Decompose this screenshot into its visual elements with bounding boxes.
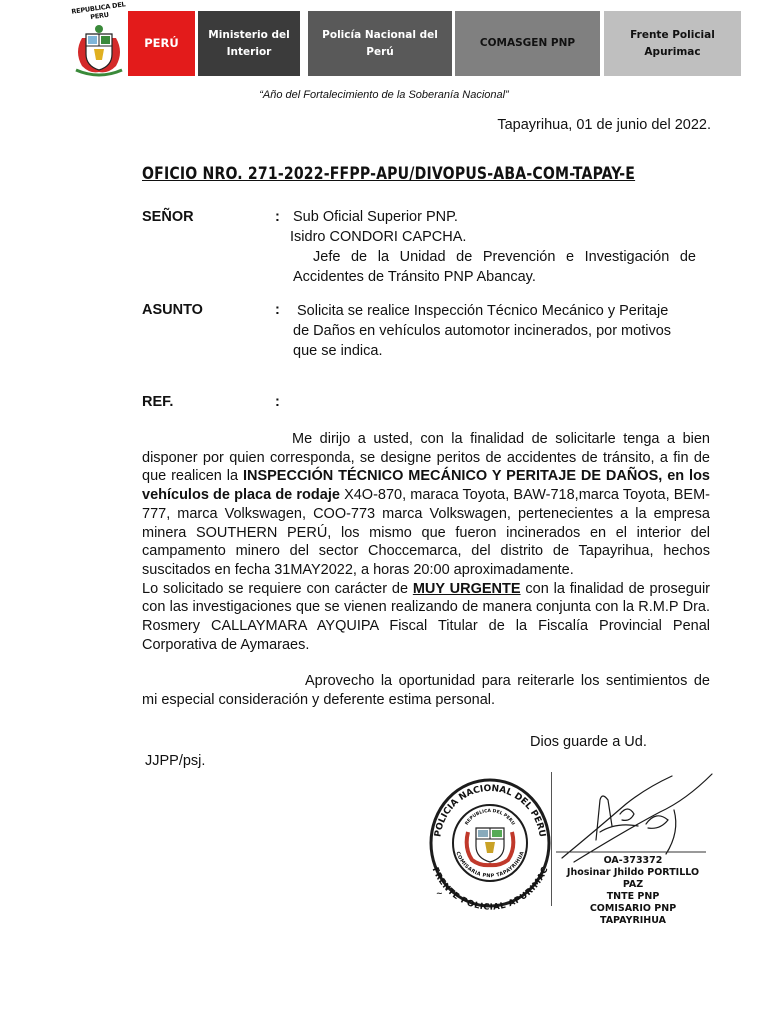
signature-cip: OA-373372 (603, 855, 663, 866)
shield-icon (78, 25, 120, 72)
logo-caption: REPUBLICA DEL PERU (70, 0, 126, 22)
body-paragraph-3: Aprovecho la oportunidad para reiterarle los sentimientos de mi especial consideración y deferente estima personal. (142, 673, 710, 709)
ref-label: REF. (142, 394, 174, 410)
svg-text:FRENTE POLICIAL APURIMAC (430, 866, 551, 910)
header-box-comasgen: COMASGEN PNP (455, 11, 600, 76)
stamp-outer-top: POLICIA NACIONAL DEL PERU (433, 783, 547, 838)
senor-label: SEÑOR (142, 209, 194, 225)
senor-line-1: Sub Oficial Superior PNP. (293, 209, 458, 225)
body-p2-text-b: con la finalidad de proseguir con las investigaciones que se vienen realizando de manera conjunta con la R.M.P Dra. Rosmery CALLAYMARA AYQUIPA Fiscal Titular de la Fiscalía Provincial Penal Corporativa de Aymaraes. (142, 580, 710, 653)
letter-body (142, 430, 710, 710)
body-p2-urgent: MUY URGENTE (412, 580, 521, 597)
body-paragraph-1 (142, 430, 710, 580)
asunto-label: ASUNTO (142, 302, 203, 318)
signature-post: COMISARIO PNP TAPAYRIHUA (589, 903, 677, 926)
signature-divider (551, 772, 552, 906)
body-p1-text-b: X4O-870, maraca Toyota, BAW-718,marca Toyota, BEM-777, marca Volkswagen, COO-773 marca Volkswagen, pertenecientes a la empresa minera SOUTHERN PERÚ, los mismo que fueron incinerados en el interior del campamento minero del sector Choccemarca, del distrito de Tapayrihua, hechos suscitados en fecha 31MAY2022, a horas 20:00 aproximadamente. (142, 487, 711, 578)
signature-name: Jhosinar Jhildo PORTILLO PAZ (566, 867, 700, 890)
oficio-number: OFICIO NRO. 271-2022-FFPP-APU/DIVOPUS-ABA-COM-TAPAY-E (142, 164, 636, 184)
header-box-peru: PERÚ (128, 11, 195, 76)
stamp-inner-bottom: COMISARIA PNP TAPAYRIHUA (454, 850, 526, 880)
police-stamp (428, 776, 552, 910)
asunto-line-2: de Daños en vehículos automotor incinerados, por motivos (293, 323, 672, 339)
header-box-policia: Policía Nacional del Perú (308, 11, 452, 76)
svg-text:~: ~ (436, 889, 443, 898)
initials: JJPP/psj. (145, 753, 206, 769)
document-date: Tapayrihua, 01 de junio del 2022. (497, 117, 711, 133)
stamp-shield-icon (467, 828, 514, 865)
ref-colon: : (275, 394, 280, 410)
senor-line-4: Accidentes de Tránsito PNP Abancay. (293, 269, 536, 285)
header-box-ministerio: Ministerio del Interior (198, 11, 300, 76)
stamp-inner-top: REPUBLICA DEL PERU (464, 808, 516, 827)
asunto-line-3: que se indica. (293, 343, 383, 359)
asunto-line-1: Solicita se realice Inspección Técnico Mecánico y Peritaje (297, 303, 669, 319)
senor-colon: : (275, 209, 280, 225)
body-p1-bold: INSPECCIÓN TÉCNICO MECÁNICO Y PERITAJE DE DAÑOS, en los vehículos de placa de rodaje (142, 468, 710, 504)
senor-line-2: Isidro CONDORI CAPCHA. (290, 229, 467, 245)
body-paragraph-2 (142, 580, 710, 655)
year-motto: “Año del Fortalecimiento de la Soberanía Nacional” (259, 89, 509, 101)
body-p2-text-a: Lo solicitado se requiere con carácter de (142, 580, 413, 597)
signature-block (558, 855, 708, 927)
closing-text: Dios guarde a Ud. (530, 734, 647, 750)
stamp-outer-bottom: FRENTE POLICIAL APURIMAC (429, 865, 551, 910)
senor-line-3: Jefe de la Unidad de Prevención e Investigación de (313, 249, 696, 265)
asunto-colon: : (275, 302, 280, 318)
header-box-frente: Frente Policial Apurimac (604, 11, 741, 76)
body-p1-text-a: Me dirijo a usted, con la finalidad de solicitarle tenga a bien disponer por quien corresponda, se designe peritos de accidentes de tránsito, a fin de que realicen la (142, 431, 710, 485)
signature-rank: TNTE PNP (606, 891, 660, 902)
